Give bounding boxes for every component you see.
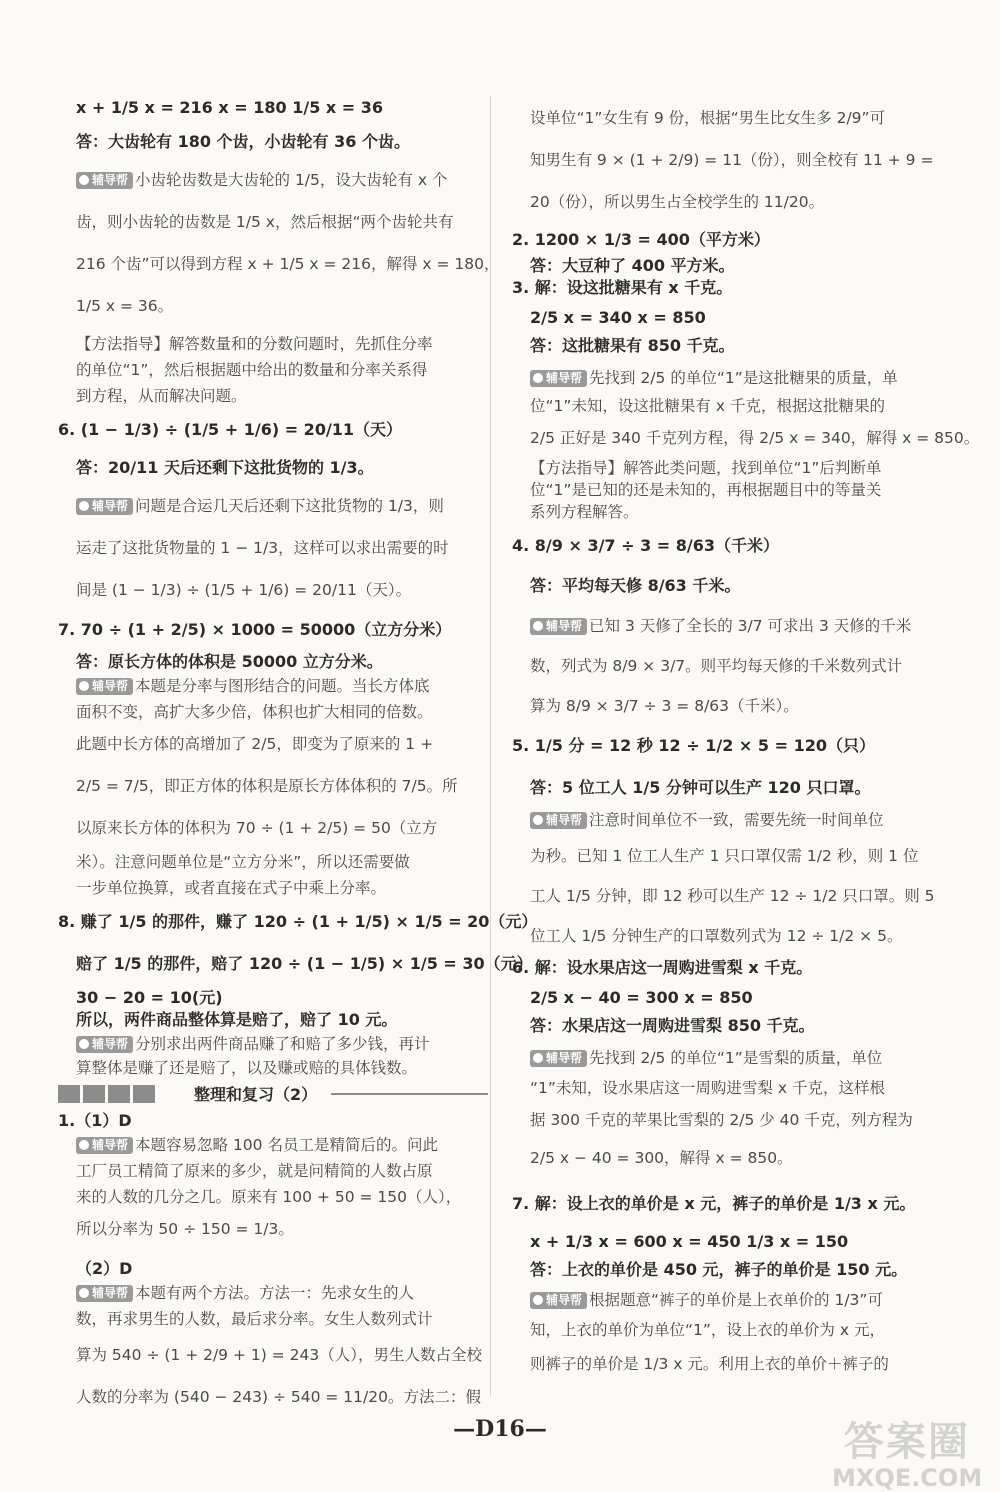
explanation-line [58,702,488,722]
explanation-line [512,1148,942,1168]
line-text: 工厂员工精简了原来的多少，就是问精简的人数占原 [76,1162,433,1180]
answer-line [512,576,942,596]
answer-line [512,536,942,556]
tutor-icon [79,1288,89,1298]
tutor-tag [76,172,133,189]
answer-line [58,988,488,1008]
line-text: 的单位“1”，然后根据题中给出的数量和分率关系得 [76,361,428,379]
line-text: 到方程，从而解决问题。 [76,387,247,405]
answer-line [58,912,538,932]
explanation-line [512,1354,942,1374]
tutor-tag-label: 辅导帮 [546,371,583,385]
explanation-line [512,1320,942,1340]
tutor-tag [530,618,587,635]
line-text: x + 1/3 x = 600 x = 450 1/3 x = 150 [530,1232,849,1251]
line-text: 齿，则小齿轮的齿数是 1/5 x，然后根据“两个齿轮共有 [76,213,454,231]
line-text: 4. 8/9 × 3/7 ÷ 3 = 8/63（千米） [512,536,780,555]
line-text: 算整体是赚了还是赔了，以及赚或赔的具体钱数。 [76,1059,418,1077]
line-text: 20（份），所以男生占全校学生的 11/20。 [530,193,825,211]
line-text: 3. 解：设这批糖果有 x 千克。 [512,278,733,297]
tutor-tag [76,1137,133,1154]
explanation-line [58,1135,488,1155]
line-text: 分别求出两件商品赚了和赔了多少钱，再计 [135,1035,430,1053]
tutor-icon [79,1039,89,1049]
explanation-line [512,396,942,416]
line-text: 答：水果店这一周购进雪梨 850 千克。 [530,1016,815,1035]
line-text: 2. 1200 × 1/3 = 400（平方米） [512,230,770,249]
tutor-tag-label: 辅导帮 [92,173,129,187]
answer-line [58,1111,488,1131]
tutor-tag-label: 辅导帮 [546,1051,583,1065]
explanation-line [512,810,942,830]
explanation-line [512,926,942,946]
explanation-line [58,1309,488,1329]
line-text: 30 − 20 = 10(元) [76,988,223,1007]
tutor-icon [79,1140,89,1150]
answer-line [512,988,942,1008]
answer-line [58,1010,488,1030]
line-text: 来的人数的几分之几。原来有 100 + 50 = 150（人）， [76,1188,462,1206]
explanation-line [58,580,488,600]
column-divider [490,96,491,1396]
explanation-line [58,1034,488,1054]
line-text: 算为 8/9 × 3/7 ÷ 3 = 8/63（千米）。 [530,697,799,715]
tutor-tag-label: 辅导帮 [546,813,583,827]
line-text: 答：原长方体的体积是 50000 立方分米。 [76,652,383,671]
line-text: 知男生有 9 × (1 + 2/9) = 11（份），则全校有 11 + 9 = [530,151,934,169]
line-text: 本题容易忽略 100 名员工是精简后的。问此 [135,1136,438,1154]
explanation-line [512,1078,942,1098]
explanation-line [58,496,488,516]
section-heading-bar [58,1082,488,1105]
line-text: 答：这批糖果有 850 千克。 [530,336,735,355]
explanation-line [512,616,942,636]
tutor-tag [530,1292,587,1309]
line-text: 2/5 x − 40 = 300，解得 x = 850。 [530,1149,793,1167]
line-text: 为秒。已知 1 位工人生产 1 只口罩仅需 1/2 秒，则 1 位 [530,847,919,865]
line-text: 工人 1/5 分钟，即 12 秒可以生产 12 ÷ 1/2 只口罩。则 5 [530,887,935,905]
explanation-line [512,696,942,716]
answer-line [512,1260,942,1280]
line-text: 则裤子的单价是 1/3 x 元。利用上衣的单价＋裤子的 [530,1355,889,1373]
explanation-line [58,1283,488,1303]
answer-line [512,1016,942,1036]
line-text: 所以，两件商品整体算是赔了，赔了 10 元。 [76,1010,398,1029]
tutor-tag-label: 辅导帮 [92,499,129,513]
line-text: 答：20/11 天后还剩下这批货物的 1/3。 [76,458,374,477]
line-text: 5. 1/5 分 = 12 秒 12 ÷ 1/2 × 5 = 120（只） [512,736,875,755]
tutor-icon [533,373,543,383]
line-text: 2/5 x = 340 x = 850 [530,308,706,327]
line-text: 此题中长方体的高增加了 2/5，即变为了原来的 1 + [76,735,434,753]
explanation-line [58,254,500,274]
line-text: 以原来长方体的体积为 70 ÷ (1 + 2/5) = 50（立方 [76,819,438,837]
explanation-line [512,846,942,866]
tutor-tag-label: 辅导帮 [92,1138,129,1152]
answer-line [58,458,488,478]
explanation-line [512,886,942,906]
tutor-tag [530,812,587,829]
explanation-line [58,1187,488,1207]
tutor-icon [79,681,89,691]
line-text: 216 个齿”可以得到方程 x + 1/5 x = 216，解得 x = 180， [76,255,500,273]
line-text: 【方法指导】解答此类问题，找到单位“1”后判断单 [530,459,882,477]
page-number: —D16— [453,1416,547,1442]
watermark-logo [832,1420,982,1492]
explanation-line [512,428,980,448]
line-text: 答：大豆种了 400 平方米。 [530,256,735,275]
answer-line [512,778,942,798]
tutor-tag [76,1036,133,1053]
tutor-tag [76,1285,133,1302]
answer-line [512,278,942,298]
watermark-title: 答案圈 [844,1419,970,1465]
answer-line [58,1259,488,1279]
line-text: 6. (1 − 1/3) ÷ (1/5 + 1/6) = 20/11（天） [58,420,403,439]
explanation-line [512,108,942,128]
explanation-line [512,458,942,478]
tutor-tag [530,370,587,387]
line-text: 据 300 千克的苹果比雪梨的 2/5 少 40 千克，列方程为 [530,1111,913,1129]
line-text: 知，上衣的单价为单位“1”，设上衣的单价为 x 元， [530,1321,885,1339]
tutor-tag [76,678,133,695]
line-text: 系列方程解答。 [530,503,639,521]
line-text: 问题是合运几天后还剩下这批货物的 1/3，则 [135,497,444,515]
line-text: 小齿轮齿数是大齿轮的 1/5，设大齿轮有 x 个 [135,171,448,189]
answer-line [58,652,488,672]
tutor-tag-label: 辅导帮 [92,1037,129,1051]
answer-line [58,620,488,640]
line-text: 一步单位换算，或者直接在式子中乘上分率。 [76,879,387,897]
explanation-line [512,368,942,388]
line-text: “1”未知，设水果店这一周购进雪梨 x 千克，这样根 [530,1079,885,1097]
explanation-line [58,296,488,316]
answer-line [58,132,488,152]
line-text: 本题有两个方法。方法一：先求女生的人 [135,1284,415,1302]
explanation-line [58,1161,488,1181]
explanation-line [58,878,488,898]
tutor-tag-label: 辅导帮 [92,1286,129,1300]
answer-line [512,1232,942,1252]
line-text: 注意时间单位不一致，需要先统一时间单位 [589,811,884,829]
heading-block-icon [133,1085,155,1103]
line-text: 8. 赚了 1/5 的那件，赚了 120 ÷ (1 + 1/5) × 1/5 = 20（元） [58,912,538,931]
line-text: 7. 解：设上衣的单价是 x 元，裤子的单价是 1/3 x 元。 [512,1194,916,1213]
heading-rule [331,1093,488,1095]
line-text: 根据题意“裤子的单价是上衣单价的 1/3”可 [589,1291,883,1309]
explanation-line [512,192,942,212]
explanation-line [58,776,488,796]
tutor-icon [79,501,89,511]
explanation-line [58,852,488,872]
explanation-line [512,480,942,500]
heading-block-icon [58,1085,80,1103]
tutor-tag-label: 辅导帮 [92,679,129,693]
tutor-icon [533,1295,543,1305]
line-text: 答：上衣的单价是 450 元，裤子的单价是 150 元。 [530,1260,908,1279]
line-text: x + 1/5 x = 216 x = 180 1/5 x = 36 [76,98,384,117]
explanation-line [58,212,488,232]
line-text: 答：5 位工人 1/5 分钟可以生产 120 只口罩。 [530,778,871,797]
tutor-icon [533,621,543,631]
explanation-line [58,1345,488,1365]
explanation-line [58,676,488,696]
tutor-tag-label: 辅导帮 [546,1293,583,1307]
explanation-line [512,656,942,676]
line-text: 2/5 = 7/5，即正方体的体积是原长方体体积的 7/5。所 [76,777,458,795]
line-text: 2/5 正好是 340 千克列方程，得 2/5 x = 340，解得 x = 850。 [530,429,980,447]
line-text: 1/5 x = 36。 [76,297,174,315]
tutor-icon [533,815,543,825]
left-column [58,98,538,1407]
answer-line [58,954,533,974]
line-text: 运走了这批货物量的 1 − 1/3，这样可以求出需要的时 [76,539,449,557]
line-text: 位“1”未知，设这批糖果有 x 千克，根据这批糖果的 [530,397,885,415]
right-column [512,98,980,1374]
line-text: 本题是分率与图形结合的问题。当长方体底 [135,677,430,695]
line-text: 先找到 2/5 的单位“1”是雪梨的质量，单位 [589,1049,883,1067]
line-text: 米）。注意问题单位是“立方分米”，所以还需要做 [76,853,410,871]
watermark-url: MXQE.COM [832,1464,983,1492]
line-text: 所以分率为 50 ÷ 150 = 1/3。 [76,1220,294,1238]
explanation-line [58,170,488,190]
tutor-tag [530,1050,587,1067]
line-text: 先找到 2/5 的单位“1”是这批糖果的质量，单 [589,369,898,387]
answer-line [512,736,942,756]
explanation-line [512,1110,942,1130]
explanation-line [512,502,942,522]
explanation-line [512,1290,942,1310]
explanation-line [58,386,488,406]
line-text: 算为 540 ÷ (1 + 2/9 + 1) = 243（人），男生人数占全校 [76,1346,482,1364]
line-text: 面积不变，高扩大多少倍，体积也扩大相同的倍数。 [76,703,433,721]
answer-line [512,958,942,978]
tutor-icon [533,1053,543,1063]
tutor-tag-label: 辅导帮 [546,619,583,633]
line-text: 6. 解：设水果店这一周购进雪梨 x 千克。 [512,958,813,977]
explanation-line [58,1387,488,1407]
line-text: 答：大齿轮有 180 个齿，小齿轮有 36 个齿。 [76,132,410,151]
explanation-line [58,334,488,354]
line-text: 数，再求男生的人数，最后求分率。女生人数列式计 [76,1310,433,1328]
line-text: 7. 70 ÷ (1 + 2/5) × 1000 = 50000（立方分米） [58,620,452,639]
answer-line [58,98,488,118]
explanation-line [512,1048,942,1068]
answer-line [512,336,942,356]
explanation-line [58,1058,488,1078]
answer-line [512,1194,942,1214]
explanation-line [58,538,488,558]
line-text: 间是 (1 − 1/3) ÷ (1/5 + 1/6) = 20/11（天）。 [76,581,412,599]
line-text: 赔了 1/5 的那件，赔了 120 ÷ (1 − 1/5) × 1/5 = 30（元） [76,954,533,973]
heading-block-icon [108,1085,130,1103]
answer-line [512,308,942,328]
explanation-line [58,734,488,754]
answer-line [58,420,488,440]
line-text: 已知 3 天修了全长的 3/7 可求出 3 天修的千米 [589,617,912,635]
section-heading: 整理和复习（2） [194,1085,318,1104]
line-text: （2）D [76,1259,133,1278]
line-text: 位工人 1/5 分钟生产的口罩数列式为 12 ÷ 1/2 × 5。 [530,927,903,945]
tutor-tag [76,498,133,515]
line-text: 1.（1）D [58,1111,132,1130]
explanation-line [512,150,942,170]
line-text: 人数的分率为 (540 − 243) ÷ 540 = 11/20。方法二：假 [76,1388,481,1406]
explanation-line [58,360,488,380]
line-text: 数，列式为 8/9 × 3/7。则平均每天修的千米数列式计 [530,657,903,675]
line-text: 位“1”是已知的还是未知的，再根据题目中的等量关 [530,481,882,499]
line-text: 2/5 x − 40 = 300 x = 850 [530,988,753,1007]
answer-line [512,256,942,276]
explanation-line [58,818,488,838]
line-text: 【方法指导】解答数量和的分数问题时，先抓住分率 [76,335,433,353]
explanation-line [58,1219,488,1239]
line-text: 设单位“1”女生有 9 份，根据“男生比女生多 2/9”可 [530,109,886,127]
heading-block-icon [83,1085,105,1103]
line-text: 答：平均每天修 8/63 千米。 [530,576,741,595]
answer-line [512,230,942,250]
tutor-icon [79,175,89,185]
